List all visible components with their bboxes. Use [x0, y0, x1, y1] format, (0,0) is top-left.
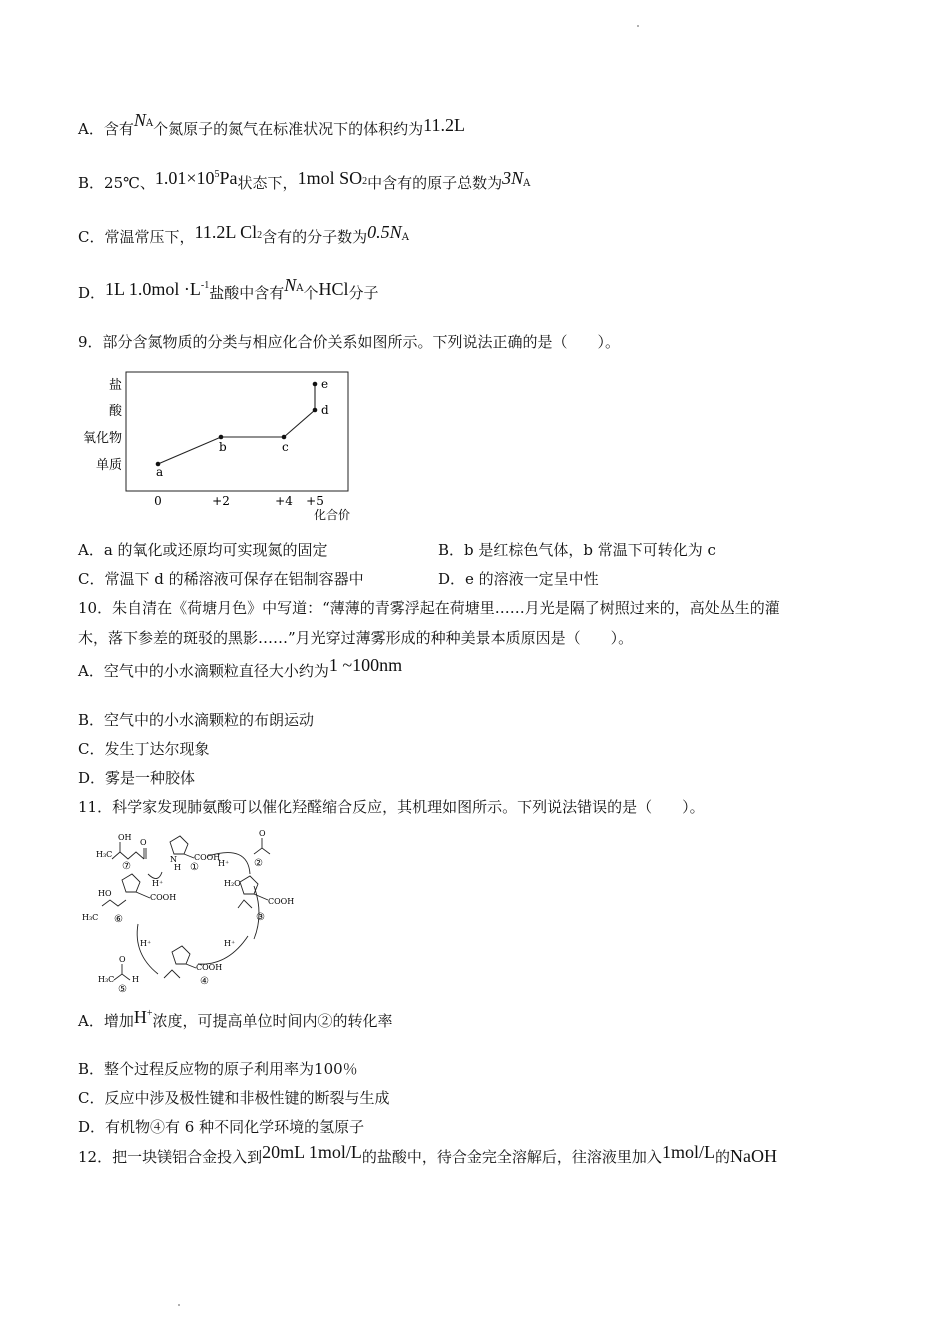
compound-2 [254, 829, 270, 869]
y-tick-label: 氧化物 [82, 431, 122, 446]
q10-stem-line1: 10．朱自清在《荷塘月色》中写道：“薄薄的青雾浮起在荷塘里……月光是隔了树照过来的，高处丛生的灌 [78, 599, 780, 617]
svg-text:H⁺: H⁺ [152, 879, 164, 888]
svg-text:N: N [170, 855, 177, 864]
q8-option-d: D．1L $1.0mol \cdot L^{-1}$盐酸中含有NA个HCl分子 [78, 275, 379, 302]
q10-stem-line2: 木，落下参差的斑驳的黑影……”月光穿过薄雾形成的种种美景本质原因是（ ）。 [78, 629, 634, 647]
svg-text:H⁺: H⁺ [140, 939, 152, 948]
svg-text:②: ② [254, 858, 263, 869]
data-label-c: c [282, 440, 289, 454]
svg-text:O: O [119, 955, 126, 964]
svg-text:H: H [132, 975, 139, 984]
q9-option-b: B．b 是红棕色气体，b 常温下可转化为 c [438, 541, 716, 559]
q10-option-d: D．雾是一种胶体 [78, 769, 196, 787]
q11-stem: 11．科学家发现肺氨酸可以催化羟醛缩合反应，其机理如图所示。下列说法错误的是（ ）。 [78, 798, 705, 816]
compound-7 [96, 833, 147, 872]
svg-text:OH: OH [118, 833, 132, 842]
compound-4 [164, 946, 222, 987]
y-tick-label: 酸 [108, 404, 122, 419]
svg-text:H₃C: H₃C [98, 975, 115, 984]
data-label-b: b [219, 440, 227, 454]
svg-text:④: ④ [200, 976, 209, 987]
proline-mechanism-diagram [78, 824, 308, 994]
footer-dot [178, 1304, 180, 1306]
q9-stem: 9．部分含氮物质的分类与相应化合价关系如图所示。下列说法正确的是（ ）。 [78, 333, 621, 351]
data-label-e: e [321, 377, 329, 391]
svg-text:H: H [174, 863, 181, 872]
svg-text:COOH: COOH [194, 853, 221, 862]
nitrogen-valence-chart [78, 364, 378, 529]
data-point-d [313, 408, 318, 413]
x-tick-label: +4 [275, 494, 293, 508]
q11-option-a: A．增加H+浓度，可提高单位时间内②的转化率 [78, 1007, 393, 1030]
q9-option-d: D．e 的溶液一定呈中性 [438, 570, 599, 588]
q8-option-a: A．含有NA个氮原子的氮气在标准状况下的体积约为11.2L [78, 110, 465, 138]
q9-option-c: C．常温下 d 的稀溶液可保存在铝制容器中 [78, 570, 364, 588]
q11-option-c: C．反应中涉及极性键和非极性键的断裂与生成 [78, 1089, 390, 1107]
x-tick-label: +2 [212, 494, 230, 508]
q9-option-a: A．a 的氧化或还原均可实现氮的固定 [78, 541, 328, 559]
svg-text:H₂O: H₂O [224, 879, 241, 888]
svg-text:H⁺: H⁺ [218, 859, 230, 868]
q10-option-c: C．发生丁达尔现象 [78, 740, 210, 758]
q10-option-b: B．空气中的小水滴颗粒的布朗运动 [78, 711, 315, 729]
svg-text:⑤: ⑤ [118, 984, 127, 994]
svg-text:H⁺: H⁺ [224, 939, 236, 948]
data-label-d: d [321, 403, 329, 417]
q12-stem: 12．把一块镁铝合金投入到20mL 1mol/L的盐酸中，待合金完全溶解后，往溶液里加入1mol/L的NaOH [78, 1142, 777, 1166]
svg-text:O: O [140, 838, 147, 847]
svg-text:H₃C: H₃C [96, 850, 113, 859]
x-tick-label: +5 [306, 494, 324, 508]
svg-text:COOH: COOH [150, 893, 177, 902]
compound-3 [238, 876, 294, 923]
pressure-value: $1.01\times 10^5Pa$ [154, 168, 238, 188]
q8-option-b: B．25℃、$1.01\times 10^5Pa$状态下，1mol SO2中含有的原子总数为3NA [78, 168, 531, 192]
y-tick-label: 盐 [108, 378, 122, 393]
q8-option-c: C．常温常压下，11.2L Cl2含有的分子数为0.5NA [78, 222, 409, 246]
q11-option-b: B．整个过程反应物的原子利用率为100％ [78, 1060, 358, 1078]
svg-text:HO: HO [98, 889, 112, 898]
x-tick-label: 0 [154, 494, 162, 508]
compound-5 [98, 955, 139, 994]
na-symbol: NA [133, 110, 154, 130]
svg-text:③: ③ [256, 912, 265, 923]
data-point-b [219, 435, 224, 440]
data-point-e [313, 382, 318, 387]
svg-text:⑦: ⑦ [122, 861, 131, 872]
data-label-a: a [156, 465, 164, 479]
svg-text:O: O [259, 829, 266, 838]
svg-text:①: ① [190, 862, 199, 873]
q10-option-a: A．空气中的小水滴颗粒直径大小约为1 ~100nm [78, 655, 403, 680]
svg-text:COOH: COOH [196, 963, 223, 972]
svg-text:COOH: COOH [268, 897, 295, 906]
data-line [158, 384, 315, 464]
corner-dot [637, 25, 639, 27]
y-tick-label: 单质 [95, 458, 122, 473]
q11-option-d: D．有机物④有 6 种不同化学环境的氢原子 [78, 1118, 365, 1136]
data-point-c [282, 435, 287, 440]
x-axis-title: 化合价 [314, 508, 351, 522]
svg-text:⑥: ⑥ [114, 914, 123, 925]
svg-text:H₃C: H₃C [82, 913, 99, 922]
